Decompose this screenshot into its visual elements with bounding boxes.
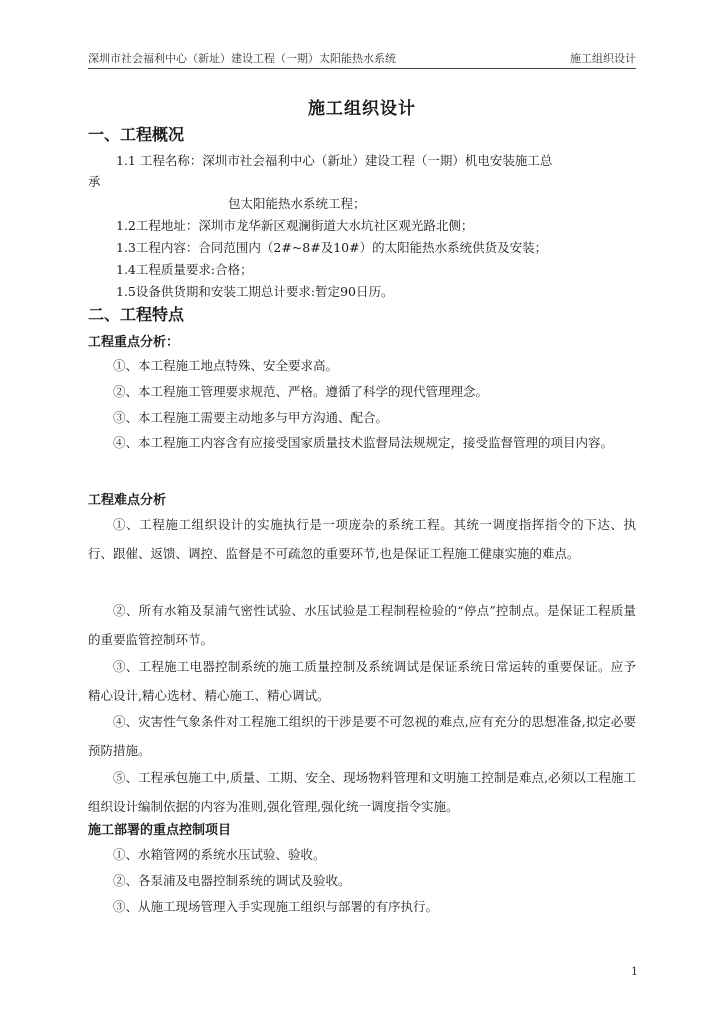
- overview-item-1-1-cont: 包太阳能热水系统工程；: [228, 196, 366, 211]
- difficulty-analysis-heading: 工程难点分析: [88, 493, 167, 508]
- difficulty-item-5: ⑤、工程承包施工中,质量、工期、安全、现场物料管理和文明施工控制是难点,必须以工程施工组织设计编制依据的内容为准则,强化管理,强化统一调度指令实施。: [88, 770, 636, 814]
- overview-item-1-1: 1.1 工程名称：深圳市社会福利中心（新址）建设工程（一期）机电安装施工总: [116, 153, 553, 168]
- difficulty-item-1: ①、工程施工组织设计的实施执行是一项庞杂的系统工程。其统一调度指挥指令的下达、执行、跟催、返馈、调控、监督是不可疏忽的重要环节,也是保证工程施工健康实施的难点。: [88, 517, 636, 561]
- key-item-3: ③、本工程施工需要主动地多与甲方沟通、配合。: [113, 410, 389, 425]
- control-item-1: ①、水箱管网的系统水压试验、验收。: [113, 847, 326, 862]
- document-title: 施工组织设计: [308, 99, 416, 119]
- control-item-2: ②、各泵浦及电器控制系统的调试及验收。: [113, 873, 351, 888]
- key-item-4: ④、本工程施工内容含有应接受国家质量技术监督局法规规定，接受监督管理的项目内容。: [113, 435, 614, 450]
- overview-item-1-5: 1.5设备供货期和安装工期总计要求:暂定90日历。: [116, 284, 394, 299]
- control-items-heading: 施工部署的重点控制项目: [88, 823, 232, 838]
- overview-item-1-4: 1.4工程质量要求:合格；: [116, 262, 253, 277]
- page-number: 1: [631, 965, 638, 978]
- difficulty-item-2: ②、所有水箱及泵浦气密性试验、水压试验是工程制程检验的“停点”控制点。是保证工程质量的重要监管控制环节。: [88, 603, 636, 647]
- key-item-2: ②、本工程施工管理要求规范、严格。遵循了科学的现代管理理念。: [113, 384, 489, 399]
- section-2-heading: 二、工程特点: [88, 305, 185, 324]
- overview-item-1-2: 1.2工程地址：深圳市龙华新区观澜街道大水坑社区观光路北侧；: [116, 218, 474, 233]
- page-header: [88, 50, 636, 69]
- overview-item-1-3: 1.3工程内容：合同范围内（2#~8#及10#）的太阳能热水系统供货及安装；: [116, 240, 548, 255]
- control-item-3: ③、从施工现场管理入手实现施工组织与部署的有序执行。: [113, 899, 439, 914]
- overview-item-1-1-wrap: 承: [88, 174, 101, 189]
- header-project-name: 深圳市社会福利中心（新址）建设工程（一期）太阳能热水系统: [88, 52, 396, 65]
- section-1-heading: 一、工程概况: [88, 125, 185, 144]
- difficulty-item-4: ④、灾害性气象条件对工程施工组织的干涉是要不可忽视的难点,应有充分的思想准备,拟定必要预防措施。: [88, 714, 636, 758]
- header-doc-type: 施工组织设计: [570, 52, 636, 65]
- key-item-1: ①、本工程施工地点特殊、安全要求高。: [113, 358, 339, 373]
- key-analysis-heading: 工程重点分析：: [88, 335, 180, 350]
- difficulty-item-3: ③、工程施工电器控制系统的施工质量控制及系统调试是保证系统日常运转的重要保证。应予精心设计,精心选材、精心施工、精心调试。: [88, 659, 636, 703]
